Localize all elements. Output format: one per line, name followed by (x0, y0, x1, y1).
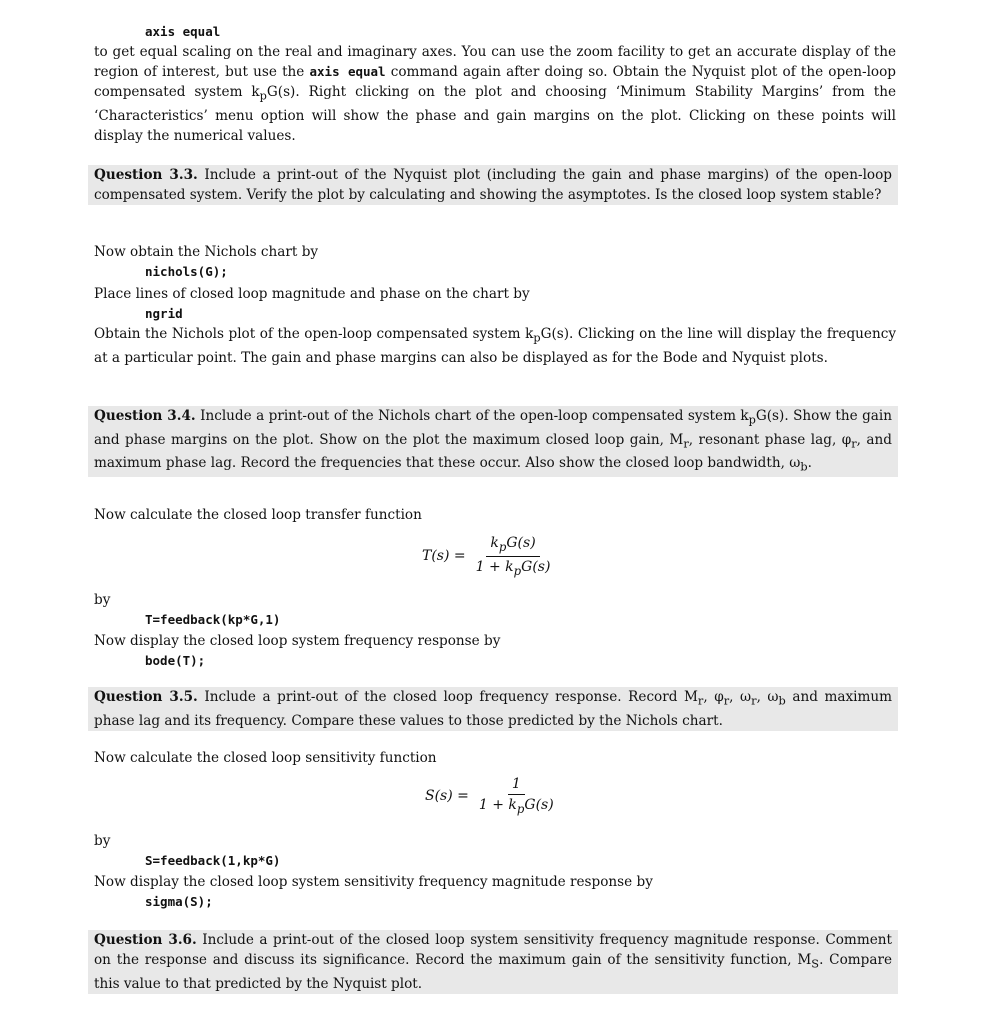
question-3-4: Question 3.4. Include a print-out of the Nichols chart of the open-loop compensated system $k_pG(s)$. Show the gain and phase margins on the plot. Show on the plot the maximum closed loop gain, $M_r$, resonant phase lag, $\varphi_r$, and maximum phase lag. Record the frequencies that these occur. Also show the closed loop bandwidth, $\omega_b$. (88, 406, 898, 477)
question-label: Question 3.3. (94, 167, 198, 183)
sensitivity-intro: Now calculate the closed loop sensitivity function (94, 750, 437, 766)
paragraph-nichols: Obtain the Nichols plot of the open-loop compensated system $k_pG(s)$. Clicking on the line will display the frequency at a particular point. The gain and phase margins can also be displayed as for the Bode and Nyquist plots. (94, 326, 897, 366)
question-label: Question 3.4. (94, 408, 196, 424)
question-3-3: Question 3.3. Include a print-out of the Nyquist plot (including the gain and phase margins) of the open-loop compensated system. Verify the plot by calculating and showing the asymptotes. Is the closed loop system stable? (88, 165, 898, 205)
ngrid-intro: Place lines of closed loop magnitude and phase on the chart by (94, 286, 530, 302)
equation-closed-loop: T(s) = $\frac{k_pG(s)}{1 + k_pG(s)}$ (422, 535, 551, 578)
question-3-5: Question 3.5. Include a print-out of the closed loop frequency response. Record $M_r$, $\varphi_r$, $\omega_r$, $\omega_b$ and maximum phase lag and its frequency. Compare these values to those predicted by the Nichols chart. (88, 687, 898, 731)
code-feedback-T: T=feedback(kp*G,1) (145, 612, 281, 627)
question-3-6: Question 3.6. Include a print-out of the closed loop system sensitivity frequency magnitude response. Comment on the response and discuss its significance. Record the maximum gain of the sensitivity function, $M_S$. Compare this value to that predicted by the Nyquist plot. (88, 930, 898, 994)
code-bode: bode(T); (145, 653, 206, 668)
by-label-1: by (94, 592, 111, 608)
code-axis-equal: axis equal (145, 24, 221, 39)
question-label: Question 3.5. (94, 689, 198, 705)
closed-loop-intro: Now calculate the closed loop transfer function (94, 507, 422, 523)
by-label-2: by (94, 833, 111, 849)
code-nichols: nichols(G); (145, 264, 228, 279)
nichols-intro: Now obtain the Nichols chart by (94, 244, 319, 260)
code-ngrid: ngrid (145, 306, 183, 321)
inline-code-axis-equal: axis equal (309, 64, 386, 79)
paragraph-nyquist: to get equal scaling on the real and imaginary axes. You can use the zoom facility to get an accurate display of the region of interest, but use the axis equal command again after doing so. Obtain the Nyquist plot of the open-loop compensated system $k_pG(s)$. Right clicking on the plot and choosing ‘Minimum Stability Margins’ from the ‘Characteristics’ menu option will show the phase and gain margins on the plot. Clicking on these points will display the numerical values. (94, 44, 897, 144)
bode-intro: Now display the closed loop system frequency response by (94, 633, 501, 649)
question-label: Question 3.6. (94, 932, 197, 948)
code-feedback-S: S=feedback(1,kp*G) (145, 853, 281, 868)
equation-sensitivity: S(s) = $\frac{1}{1 + k_pG(s)}$ (425, 776, 554, 816)
sigma-intro: Now display the closed loop system sensitivity frequency magnitude response by (94, 874, 653, 890)
code-sigma: sigma(S); (145, 894, 213, 909)
